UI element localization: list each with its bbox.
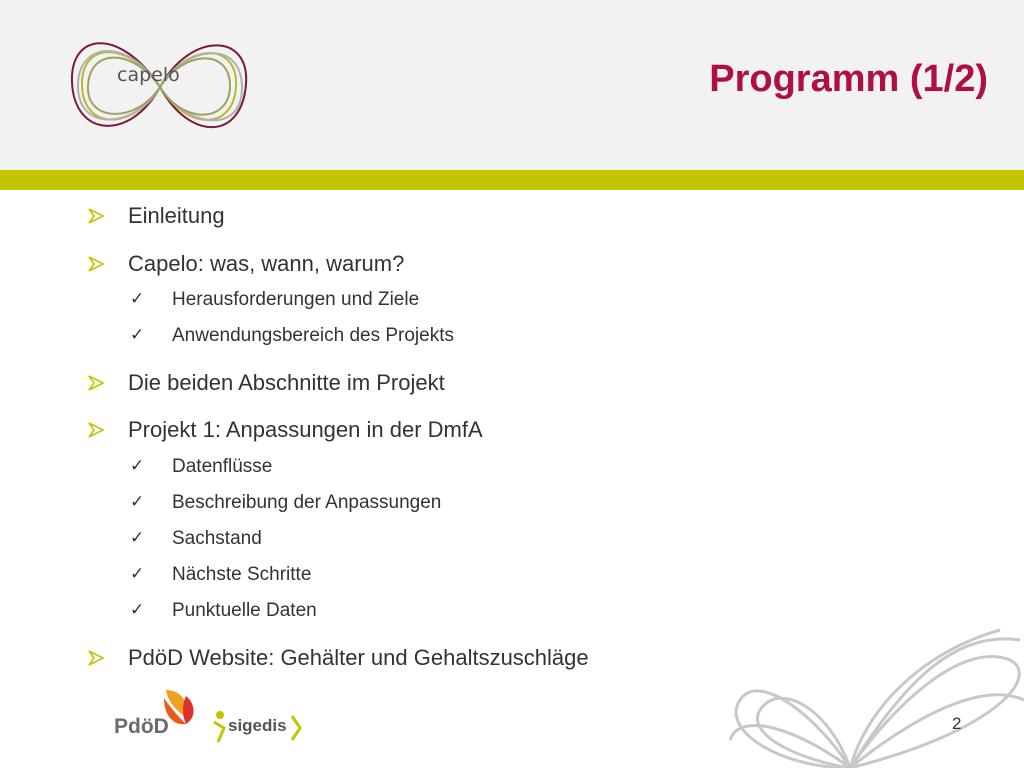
checkmark-icon: ✓ <box>130 325 145 344</box>
decorative-swirl-icon <box>700 600 1024 768</box>
slide-title: Programm (1/2) <box>709 58 988 100</box>
checkmark-icon: ✓ <box>130 564 145 583</box>
agenda-item: Capelo: was, wann, warum? <box>128 251 405 276</box>
agenda-subitem: Nächste Schritte <box>172 564 312 585</box>
agenda-subitem: Anwendungsbereich des Projekts <box>172 325 455 346</box>
page-number: 2 <box>952 714 962 733</box>
arrow-bullet-icon <box>86 373 106 393</box>
agenda-subitem: Punktuelle Daten <box>172 600 317 621</box>
checkmark-icon: ✓ <box>130 492 145 511</box>
agenda-subitem: Sachstand <box>172 528 262 549</box>
agenda-subitem: Herausforderungen und Ziele <box>172 289 420 310</box>
sigedis-logo-text: sigedis <box>228 716 287 735</box>
arrow-bullet-icon <box>86 420 106 440</box>
agenda-item: Projekt 1: Anpassungen in der DmfA <box>128 417 483 442</box>
checkmark-icon: ✓ <box>130 600 145 619</box>
checkmark-icon: ✓ <box>130 456 145 475</box>
agenda-subitem: Datenflüsse <box>172 456 273 477</box>
agenda-item: Die beiden Abschnitte im Projekt <box>128 370 445 395</box>
capelo-logo-text: capelo <box>117 64 180 86</box>
agenda-item: PdöD Website: Gehälter und Gehaltszuschläge <box>128 645 589 670</box>
pdod-logo-text: PdöD <box>114 715 169 738</box>
arrow-bullet-icon <box>86 648 106 668</box>
checkmark-icon: ✓ <box>130 528 145 547</box>
agenda-subitem: Beschreibung der Anpassungen <box>172 492 442 513</box>
checkmark-icon: ✓ <box>130 289 145 308</box>
agenda-item: Einleitung <box>128 203 225 228</box>
arrow-bullet-icon <box>86 254 106 274</box>
arrow-bullet-icon <box>86 206 106 226</box>
